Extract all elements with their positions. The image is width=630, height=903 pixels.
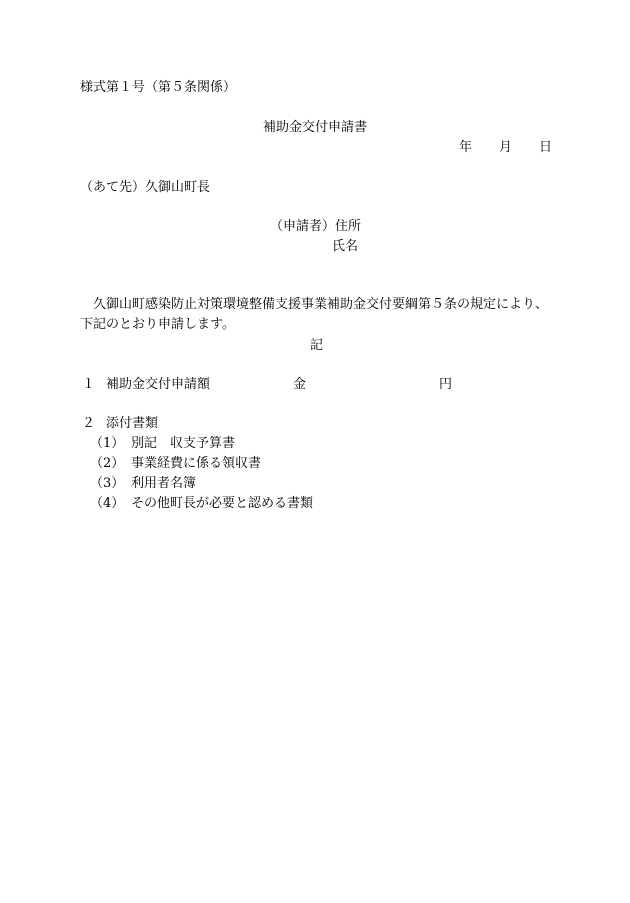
document-title: 補助金交付申請書 xyxy=(263,120,368,135)
date-day: 日 xyxy=(539,140,553,155)
item1-label: 補助金交付申請額 xyxy=(106,377,211,392)
body-text-line1: 久御山町感染防止対策環境整備支援事業補助金交付要綱第５条の規定により、 xyxy=(93,297,549,312)
date-month: 月 xyxy=(499,140,513,155)
attachment-num: （4） xyxy=(90,496,125,511)
addressee: （あて先）久御山町長 xyxy=(80,180,211,195)
ki-heading: 記 xyxy=(310,338,324,353)
attachment-text: 事業経費に係る領収書 xyxy=(131,456,262,471)
form-label: 様式第１号（第５条関係） xyxy=(80,80,237,95)
item2-number: ２ xyxy=(82,416,96,431)
attachment-text: その他町長が必要と認める書類 xyxy=(131,496,314,511)
attachment-text: 別記 収支予算書 xyxy=(131,436,236,451)
applicant-name-label: 氏名 xyxy=(332,239,359,254)
applicant-address-label: （申請者）住所 xyxy=(270,219,362,234)
date-year: 年 xyxy=(459,140,473,155)
item1-number: １ xyxy=(82,377,96,392)
item1-yen: 円 xyxy=(439,377,453,392)
item1-kin: 金 xyxy=(293,377,307,392)
attachment-text: 利用者名簿 xyxy=(131,476,197,491)
body-text-line2: 下記のとおり申請します。 xyxy=(80,317,235,332)
attachment-num: （3） xyxy=(90,476,125,491)
item2-label: 添付書類 xyxy=(106,416,159,431)
attachment-num: （1） xyxy=(90,436,125,451)
attachment-num: （2） xyxy=(90,456,125,471)
